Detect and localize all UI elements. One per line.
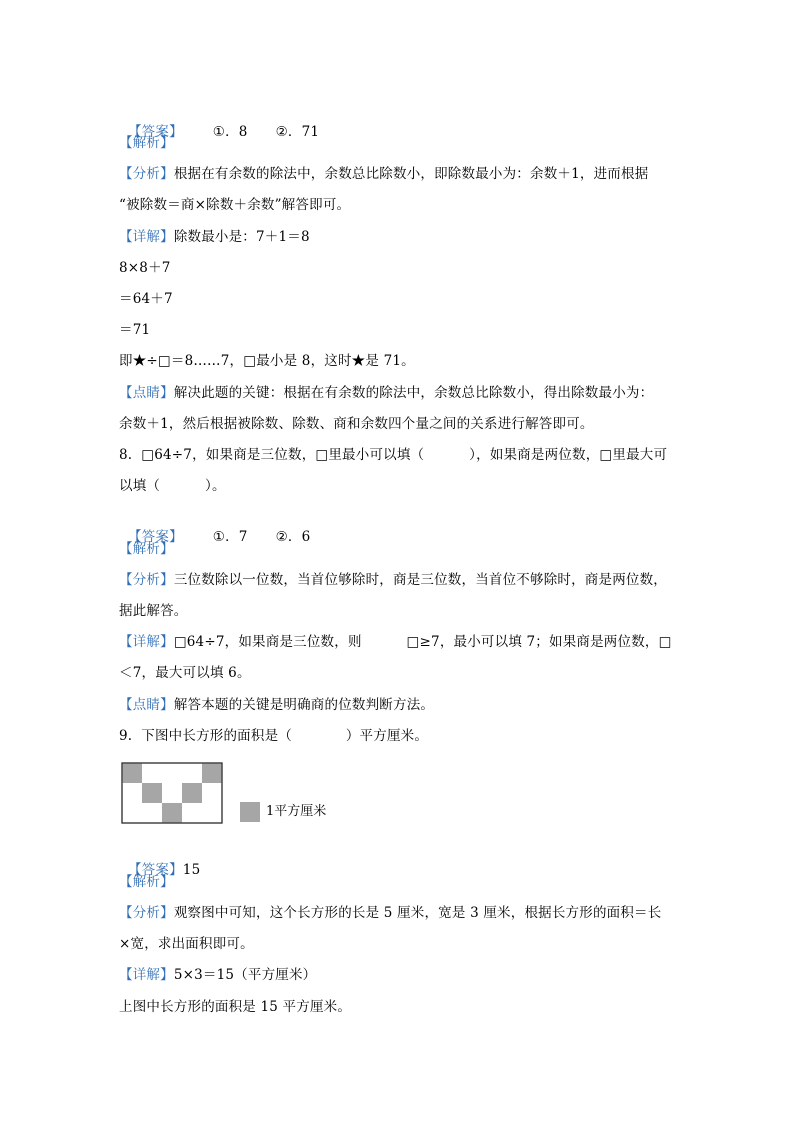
xiangjie-line-1 — [119, 227, 310, 247]
xiangjie-line-1 — [119, 965, 316, 985]
answer-2: ②．6 — [275, 529, 311, 545]
grid-cell-shaded — [162, 803, 182, 823]
xiangjie-text: 除数最小是：7＋1＝8 — [173, 229, 310, 245]
fenxi-text: 观察图中可知，这个长方形的长是 5 厘米，宽是 3 厘米，根据长方形的面积＝长 — [173, 905, 662, 921]
conclusion: 上图中长方形的面积是 15 平方厘米。 — [119, 999, 352, 1015]
dianjing-text: 解答本题的关键是明确商的位数判断方法。 — [173, 697, 435, 713]
fenxi-line-1 — [119, 164, 648, 184]
xiangjie-tag: 【详解】 — [119, 229, 174, 245]
analysis-tag: 【解析】 — [119, 874, 174, 890]
q9-question-line-1: 9. 下图中长方形的面积是（ ）平方厘米。 — [119, 728, 429, 744]
answer-2: ②．71 — [275, 124, 320, 140]
unit-square-legend — [240, 802, 260, 822]
grid-cell-shaded — [202, 763, 222, 783]
dianjing-line-1 — [119, 695, 434, 715]
fenxi-tag: 【分析】 — [119, 166, 174, 182]
rectangle-grid-figure — [121, 762, 225, 824]
answer-tag: 【答案】 — [127, 124, 183, 140]
calc-line-3: ＝71 — [119, 322, 151, 338]
q8-question-line-2: 以填（ ）。 — [119, 478, 226, 494]
fenxi-line-1 — [119, 903, 661, 923]
fenxi-line-1 — [119, 570, 667, 590]
calc-line-2: ＝64＋7 — [119, 291, 173, 307]
answer-value: 15 — [182, 862, 201, 878]
xiangjie-text: 5×3＝15（平方厘米） — [173, 967, 317, 983]
xiangjie-tag: 【详解】 — [119, 967, 174, 983]
conclusion: 即★÷□＝8……7，□最小是 8，这时★是 71。 — [119, 353, 415, 369]
fenxi-text: 三位数除以一位数，当首位够除时，商是三位数，当首位不够除时，商是两位数， — [173, 572, 668, 588]
fenxi-line-2: ×宽，求出面积即可。 — [119, 936, 254, 952]
dianjing-text: 解决此题的关键：根据在有余数的除法中，余数总比除数小，得出除数最小为： — [173, 385, 654, 401]
answer-1: ①．8 — [212, 124, 248, 140]
q8-question-line-1: 8. □64÷7，如果商是三位数，□里最小可以填（ ），如果商是两位数，□里最大可 — [119, 447, 668, 463]
answer-tag: 【答案】 — [127, 529, 183, 545]
answer-1: ①．7 — [212, 529, 248, 545]
unit-square-label: 1平方厘米 — [266, 804, 327, 819]
dianjing-tag: 【点睛】 — [119, 697, 174, 713]
fenxi-tag: 【分析】 — [119, 572, 174, 588]
grid-cell-shaded — [122, 763, 142, 783]
xiangjie-line-1 — [119, 632, 672, 652]
fenxi-text: 根据在有余数的除法中，余数总比除数小，即除数最小为：余数＋1，进而根据 — [173, 166, 649, 182]
analysis-tag: 【解析】 — [119, 541, 174, 557]
fenxi-line-2: “被除数＝商×除数＋余数”解答即可。 — [119, 197, 351, 213]
xiangjie-line-2: ＜7，最大可以填 6。 — [119, 665, 251, 681]
answer-tag: 【答案】 — [127, 862, 183, 878]
grid-cell-shaded — [142, 783, 162, 803]
analysis-tag: 【解析】 — [119, 135, 174, 151]
calc-line-1: 8×8＋7 — [119, 260, 171, 276]
fenxi-tag: 【分析】 — [119, 905, 174, 921]
dianjing-tag: 【点睛】 — [119, 385, 174, 401]
fenxi-line-2: 据此解答。 — [119, 603, 188, 619]
xiangjie-tag: 【详解】 — [119, 634, 174, 650]
xiangjie-text: □64÷7，如果商是三位数，则 □≥7，最小可以填 7；如果商是两位数，□ — [173, 634, 672, 650]
dianjing-line-1 — [119, 383, 653, 403]
dianjing-line-2: 余数＋1，然后根据被除数、除数、商和余数四个量之间的关系进行解答即可。 — [119, 416, 594, 432]
grid-cell-shaded — [182, 783, 202, 803]
